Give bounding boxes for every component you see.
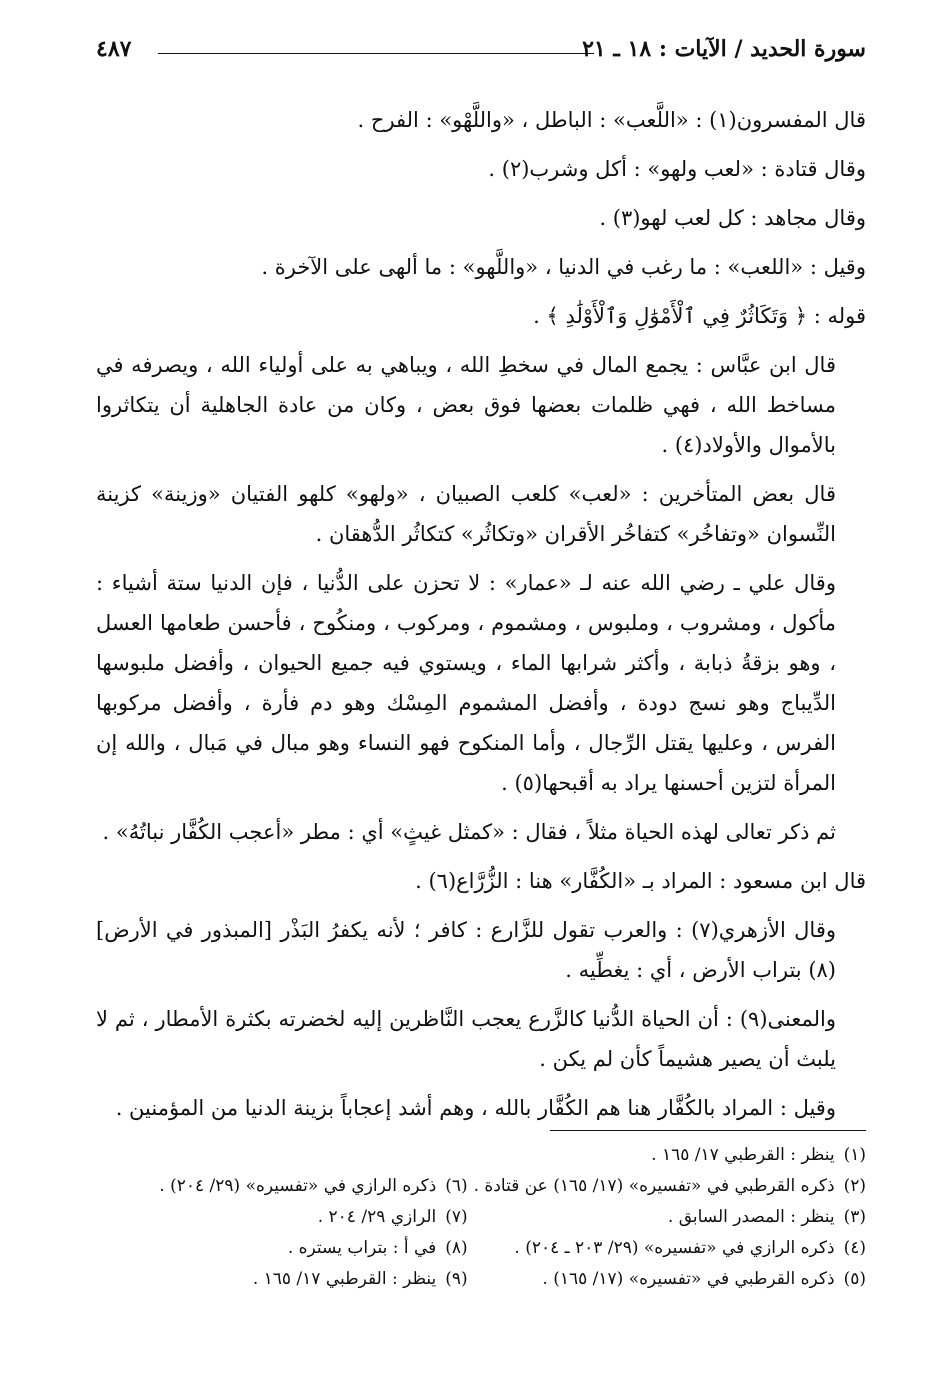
footnote-text: ينظر : القرطبي ١٧/ ١٦٥ .: [651, 1145, 835, 1165]
footnote-text: ذكره القرطبي في «تفسيره» (١٧/ ١٦٥) .: [542, 1269, 835, 1289]
footnote-number: (٣): [843, 1207, 866, 1227]
footnote-row: [100, 1264, 866, 1295]
footnote-row: [100, 1233, 866, 1264]
footnote-number: (١): [843, 1145, 866, 1165]
main-text: [96, 100, 866, 1137]
footnote-number: (٩): [445, 1269, 468, 1289]
footnote-item: [468, 1140, 866, 1171]
footnote-item: [468, 1202, 866, 1233]
footnote-text: ينظر : المصدر السابق .: [667, 1207, 835, 1227]
footnote-number: (٧): [445, 1207, 468, 1227]
header-title: سورة الحديد / الآيات : ١٨ ـ ٢١: [582, 36, 866, 62]
footnote-number: (٢): [843, 1176, 866, 1196]
paragraph: وقال علي ـ رضي الله عنه لـ «عمار» : لا تحزن على الدُّنيا ، فإن الدنيا ستة أشياء : مأكول ، ومشروب ، وملبوس ، ومشموم ، ومركوب ، ومنكُوح ، فأحسن طعامها العسل ، وهو بزقةُ ذبابة ، وأكثر شرابها الماء ، ويستوي فيه جميع الحيوان ، وأفضل ملبوسها الدِّيباج وهو نسج دودة ، وأفضل المشموم المِسْك وهو دم فأرة ، وأفضل مركوبها الفرس ، وعليها يقتل الرِّجال ، وأما المنكوح فهو النساء وهو مبال في مَبال ، والله إن المرأة لتزين أحسنها يراد به أقبحها(٥) .: [96, 571, 836, 795]
footnote-item: [100, 1264, 468, 1295]
footnote-text: ذكره القرطبي في «تفسيره» (١٧/ ١٦٥) عن قتادة .: [473, 1176, 835, 1196]
page-number: ٤٨٧: [96, 36, 132, 62]
paragraph: وقال قتادة : «لعب ولهو» : أكل وشرب(٢) .: [488, 157, 866, 181]
header-rule: [158, 53, 594, 54]
footnote-item: [100, 1171, 468, 1202]
footnote-separator: [550, 1130, 866, 1131]
footnote-text: ينظر : القرطبي ١٧/ ١٦٥ .: [252, 1269, 437, 1289]
footnote-number: (٨): [445, 1238, 468, 1258]
paragraph: قال ابن مسعود : المراد بـ «الكُفَّار» هنا : الزُّرَّاع(٦) .: [415, 869, 866, 893]
paragraph: قال المفسرون(١) : «اللَّعب» : الباطل ، «واللَّهْو» : الفرح .: [357, 108, 866, 132]
paragraph: وقال الأزهري(٧) : والعرب تقول للزَّارع : كافر ؛ لأنه يكفرُ البَذْر [المبذور في الأرض](٨) بتراب الأرض ، أي : يغطِّيه .: [96, 918, 836, 982]
footnote-text: الرازي ٢٩/ ٢٠٤ .: [317, 1207, 437, 1227]
paragraph: وقال مجاهد : كل لعب لهو(٣) .: [599, 206, 866, 230]
footnotes: [100, 1140, 866, 1295]
quran-verse-line: قوله : ﴿ وَتَكَاثُرٌ فِي ٱلْأَمْوَٰلِ وَٱلْأَوْلَٰدِ ﴾ .: [533, 304, 866, 328]
footnote-number: (٤): [843, 1238, 866, 1258]
footnote-item: [100, 1233, 468, 1264]
paragraph: والمعنى(٩) : أن الحياة الدُّنيا كالزَّرع يعجب النَّاظرين إليه لخضرته بكثرة الأمطار ، ثم لا يلبث أن يصير هشيماً كأن لم يكن .: [96, 1007, 836, 1071]
footnote-empty: [100, 1140, 468, 1171]
paragraph: وقيل : «اللعب» : ما رغب في الدنيا ، «واللَّهو» : ما ألهى على الآخرة .: [261, 255, 866, 279]
paragraph: قال بعض المتأخرين : «لعب» كلعب الصبيان ، «ولهو» كلهو الفتيان «وزينة» كزينة النِّسوان «وتفاخُر» كتفاخُر الأقران «وتكاثُر» كتكاثُر الدُّهقان .: [96, 482, 836, 546]
footnote-number: (٦): [445, 1176, 468, 1196]
footnote-row: [100, 1171, 866, 1202]
running-header: [96, 34, 866, 68]
footnote-item: [468, 1264, 866, 1295]
footnote-row: [100, 1202, 866, 1233]
footnote-number: (٥): [843, 1269, 866, 1289]
footnote-item: [468, 1233, 866, 1264]
footnote-item: [468, 1171, 866, 1202]
paragraph: ثم ذكر تعالى لهذه الحياة مثلاً ، فقال : «كمثل غيثٍ» أي : مطر «أعجب الكُفَّار نباتُهُ» .: [102, 820, 836, 844]
footnote-text: ذكره الرازي في «تفسيره» (٢٩/ ٢٠٣ ـ ٢٠٤) .: [514, 1238, 835, 1258]
paragraph: قال ابن عبَّاس : يجمع المال في سخطِ الله ، ويباهي به على أولياء الله ، ويصرفه في مساخط الله ، فهي ظلمات بعضها فوق بعض ، وكان من عادة الجاهلية أن يتكاثروا بالأموال والأولاد(٤) .: [96, 353, 836, 457]
footnote-text: ذكره الرازي في «تفسيره» (٢٩/ ٢٠٤) .: [159, 1176, 437, 1196]
paragraph: وقيل : المراد بالكُفَّار هنا هم الكُفَّار بالله ، وهم أشد إعجاباً بزينة الدنيا من المؤمنين .: [115, 1096, 836, 1120]
footnote-item: [100, 1202, 468, 1233]
footnote-text: في أ : بتراب يستره .: [287, 1238, 437, 1258]
footnote-row: [100, 1140, 866, 1171]
